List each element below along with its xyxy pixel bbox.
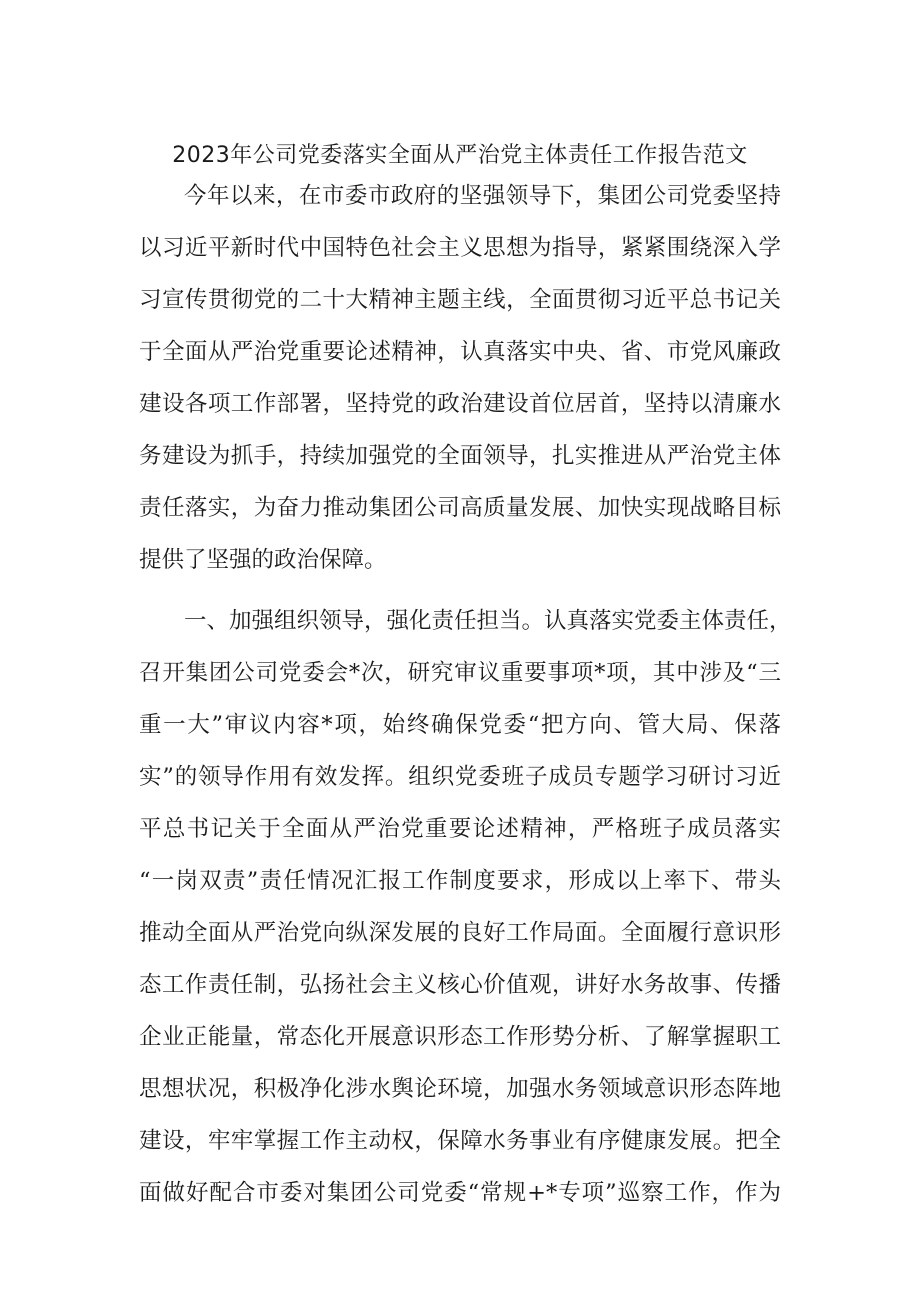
document-title: 2023年公司党委落实全面从严治党主体责任工作报告范文 <box>172 143 748 168</box>
paragraph-line: 于全面从严治党重要论述精神，认真落实中央、省、市党风廉政 <box>139 339 781 365</box>
paragraph-line: 企业正能量，常态化开展意识形态工作形势分析、了解掌握职工 <box>139 1024 781 1050</box>
paragraph-line: 平总书记关于全面从严治党重要论述精神，严格班子成员落实 <box>139 816 781 842</box>
paragraph-line: 一、加强组织领导，强化责任担当。认真落实党委主体责任， <box>184 608 792 634</box>
paragraph-line: 今年以来，在市委市政府的坚强领导下，集团公司党委坚持 <box>184 183 781 209</box>
paragraph-line: 实”的领导作用有效发挥。组织党委班子成员专题学习研讨习近 <box>139 764 781 790</box>
paragraph-line: 思想状况，积极净化涉水舆论环境，加强水务领域意识形态阵地 <box>139 1076 781 1102</box>
paragraph-line: 推动全面从严治党向纵深发展的良好工作局面。全面履行意识形 <box>139 920 781 946</box>
paragraph-line: 面做好配合市委对集团公司党委“常规+*专项”巡察工作，作为 <box>139 1180 781 1206</box>
paragraph-line: 重一大”审议内容*项，始终确保党委“把方向、管大局、保落 <box>139 712 781 738</box>
paragraph-line: “一岗双责”责任情况汇报工作制度要求，形成以上率下、带头 <box>139 868 781 894</box>
paragraph-line: 习宣传贯彻党的二十大精神主题主线，全面贯彻习近平总书记关 <box>139 287 781 313</box>
paragraph-line: 召开集团公司党委会*次，研究审议重要事项*项，其中涉及“三 <box>139 660 781 686</box>
paragraph-line: 责任落实，为奋力推动集团公司高质量发展、加快实现战略目标 <box>139 495 781 521</box>
paragraph-line: 建设，牢牢掌握工作主动权，保障水务事业有序健康发展。把全 <box>139 1128 781 1154</box>
paragraph-line: 以习近平新时代中国特色社会主义思想为指导，紧紧围绕深入学 <box>139 235 781 261</box>
paragraph-line: 建设各项工作部署，坚持党的政治建设首位居首，坚持以清廉水 <box>139 391 781 417</box>
paragraph-line: 务建设为抓手，持续加强党的全面领导，扎实推进从严治党主体 <box>139 443 781 469</box>
paragraph-line: 态工作责任制，弘扬社会主义核心价值观，讲好水务故事、传播 <box>139 972 781 998</box>
paragraph-line: 提供了坚强的政治保障。 <box>139 547 387 573</box>
